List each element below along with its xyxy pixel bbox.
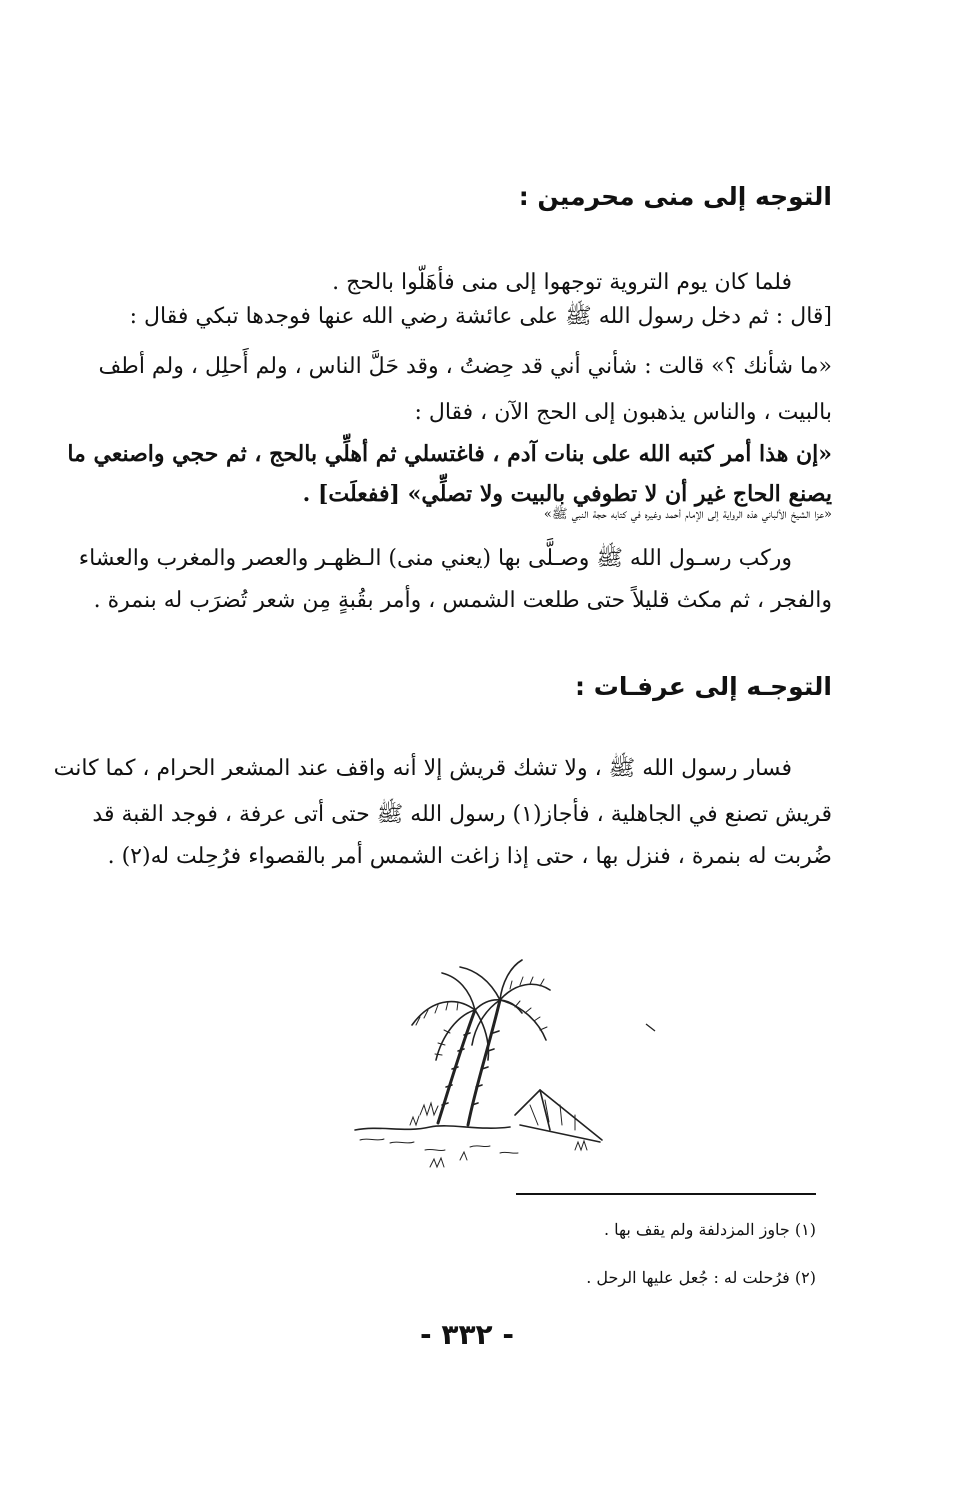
text-line: فسار رسول الله ﷺ ، ولا تشك قريش إلا أنه واقف عند المشعر الحرام ، كما كانت	[53, 756, 792, 781]
text-line: بالبيت ، والناس يذهبون إلى الحج الآن ، فقال :	[414, 400, 832, 425]
text-line: وركب رسـول الله ﷺ وصـلَّى بها (يعني منى) الـظهـر والعصر والمغرب والعشاء	[78, 546, 792, 571]
attribution-note: «عزا الشيخ الألباني هذه الرواية إلى الإمام أحمد وغيره في كتابه حجة النبي ﷺ»	[543, 507, 832, 522]
page-number: - ٣٣٢ -	[420, 1318, 515, 1351]
text-line: [قال : ثم دخل رسول الله ﷺ على عائشة رضي الله عنها فوجدها تبكي فقال :	[129, 304, 832, 329]
footnote-separator	[516, 1193, 816, 1195]
section-heading-mina: التوجه إلى منى محرمين :	[518, 182, 832, 211]
footnote-2: (٢) فرُحلت له : جُعل عليها الرحل .	[586, 1268, 816, 1287]
footnote-1: (١) جاوز المزدلفة ولم يقف بها .	[603, 1220, 816, 1239]
stray-mark-icon	[644, 1022, 658, 1034]
palm-trees-illustration	[350, 955, 620, 1170]
section-heading-arafat: التوجـه إلى عرفـات :	[575, 672, 832, 701]
text-line: والفجر ، ثم مكث قليلاً حتى طلعت الشمس ، وأمر بقُبةٍ مِن شعر تُضرَب له بنمرة .	[93, 588, 832, 613]
quote-line: يصنع الحاج غير أن لا تطوفي بالبيت ولا تصلِّي» [ففعلَت] .	[302, 481, 832, 507]
text-line: قريش تصنع في الجاهلية ، فأجاز(١) رسول الله ﷺ حتى أتى عرفة ، فوجد القبة قد	[92, 802, 832, 827]
text-line: فلما كان يوم التروية توجهوا إلى منى فأهَلّوا بالحج .	[332, 270, 792, 295]
text-line: ضُربت له بنمرة ، فنزل بها ، حتى إذا زاغت الشمس أمر بالقصواء فرُحِلت له(٢) .	[107, 844, 832, 869]
quote-line: «إن هذا أمر كتبه الله على بنات آدم ، فاغتسلي ثم أهلِّي بالحج ، ثم حجي واصنعي ما	[67, 441, 832, 467]
text-line: «ما شأنك ؟» قالت : شأني أني قد حِضتُ ، وقد حَلَّ الناس ، ولم أَحلِل ، ولم أطف	[98, 354, 832, 379]
